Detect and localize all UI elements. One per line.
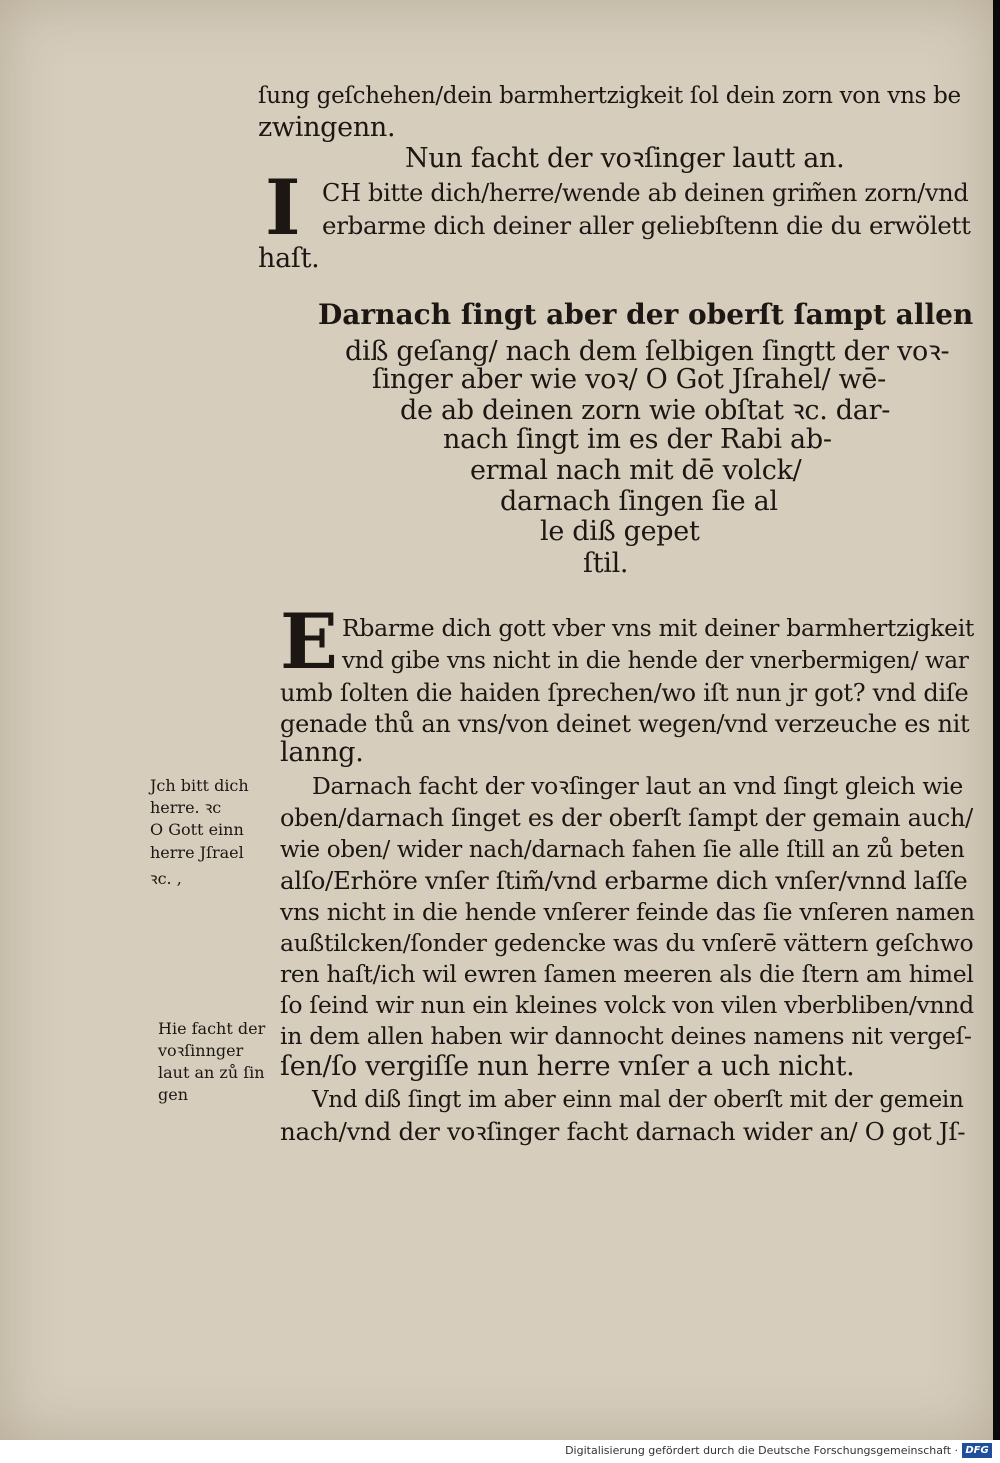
marginal-note: Jch bitt dich — [150, 776, 249, 795]
text-line: haſt. — [258, 243, 320, 274]
drop-cap-initial: E — [280, 597, 338, 686]
text-line: genade thů an vns/von deinet wegen/vnd verzeuche es nit — [280, 710, 970, 738]
text-line: nach/vnd der voꝛſinger facht darnach wider an/ O got Jſ- — [280, 1117, 966, 1146]
text-line: Vnd diß ſingt im aber einn mal der oberſt mit der gemein — [312, 1087, 964, 1113]
text-line: lanng. — [280, 737, 364, 768]
funding-credit: Digitalisierung gefördert durch die Deutsche Forschungsgemeinschaft · — [565, 1444, 958, 1457]
text-line: Nun facht der voꝛſinger lautt an. — [405, 143, 845, 174]
heading-line: de ab deinen zorn wie obſtat ꝛc. dar- — [400, 395, 891, 426]
heading-line: ſinger aber wie voꝛ/ O Got Jſrahel/ wē- — [372, 364, 886, 395]
marginal-note: Hie facht der — [158, 1019, 266, 1038]
text-line: CH bitte dich/herre/wende ab deinen grim̃en zorn/vnd — [322, 179, 969, 207]
text-line: Rbarme dich gott vber vns mit deiner barmhertzigkeit — [342, 614, 975, 642]
marginal-note: gen — [158, 1085, 189, 1104]
text-line: vnd gibe vns nicht in die hende der vnerbermigen/ war — [342, 648, 969, 674]
heading-line: diß geſang/ nach dem ſelbigen ſingtt der voꝛ- — [345, 336, 950, 367]
marginal-note: herre. ꝛc — [150, 798, 222, 817]
marginal-note: herre Jſrael — [150, 843, 244, 862]
dfg-logo: DFG — [962, 1443, 992, 1458]
marginal-note: O Gott einn — [150, 820, 244, 839]
text-line: ſen/ſo vergiſſe nun herre vnſer a uch nicht. — [280, 1051, 855, 1082]
text-line: in dem allen haben wir dannocht deines namens nit vergeſ- — [280, 1022, 972, 1050]
text-line: außtilcken/ſonder gedencke was du vnſerē vättern geſchwo — [280, 929, 974, 957]
text-line: Darnach facht der voꝛſinger laut an vnd ſingt gleich wie — [312, 772, 964, 800]
page-edge-shadow — [993, 0, 1000, 1440]
heading-line: darnach ſingen ſie al — [500, 486, 778, 517]
marginal-note: laut an zů ſin — [158, 1063, 265, 1082]
text-line: umb ſolten die haiden ſprechen/wo iſt nun jr got? vnd diſe — [280, 679, 969, 707]
marginal-note: voꝛſinnger — [158, 1041, 244, 1060]
text-line: oben/darnach ſinget es der oberſt ſampt der gemain auch/ — [280, 804, 973, 832]
text-line: alſo/Erhöre vnſer ſtim̃/vnd erbarme dich vnſer/vnnd laſſe — [280, 866, 968, 895]
heading-line: ermal nach mit dē volck/ — [470, 455, 802, 486]
heading-line: ſtil. — [583, 548, 629, 579]
text-line: ren haſt/ich wil ewren ſamen meeren als die ſtern am himel — [280, 960, 974, 988]
text-line: zwingenn. — [258, 112, 396, 143]
drop-cap-initial: I — [265, 163, 301, 252]
text-line: vns nicht in die hende vnſerer feinde das ſie vnſeren namen — [280, 898, 975, 926]
text-line: erbarme dich deiner aller geliebſtenn die du erwölett — [322, 211, 971, 240]
section-heading: Darnach ſingt aber der oberſt ſampt allen — [318, 298, 974, 331]
text-line: wie oben/ wider nach/darnach fahen ſie alle ſtill an zů beten — [280, 837, 965, 863]
text-line: ſo ſeind wir nun ein kleines volck von vilen vberbliben/vnnd — [280, 991, 974, 1019]
heading-line: le diß gepet — [540, 516, 700, 547]
text-line: ſung geſchehen/dein barmhertzigkeit ſol dein zorn von vns be — [258, 83, 961, 109]
marginal-note: ꝛc. , — [150, 869, 182, 888]
heading-line: nach ſingt im es der Rabi ab- — [443, 424, 832, 455]
